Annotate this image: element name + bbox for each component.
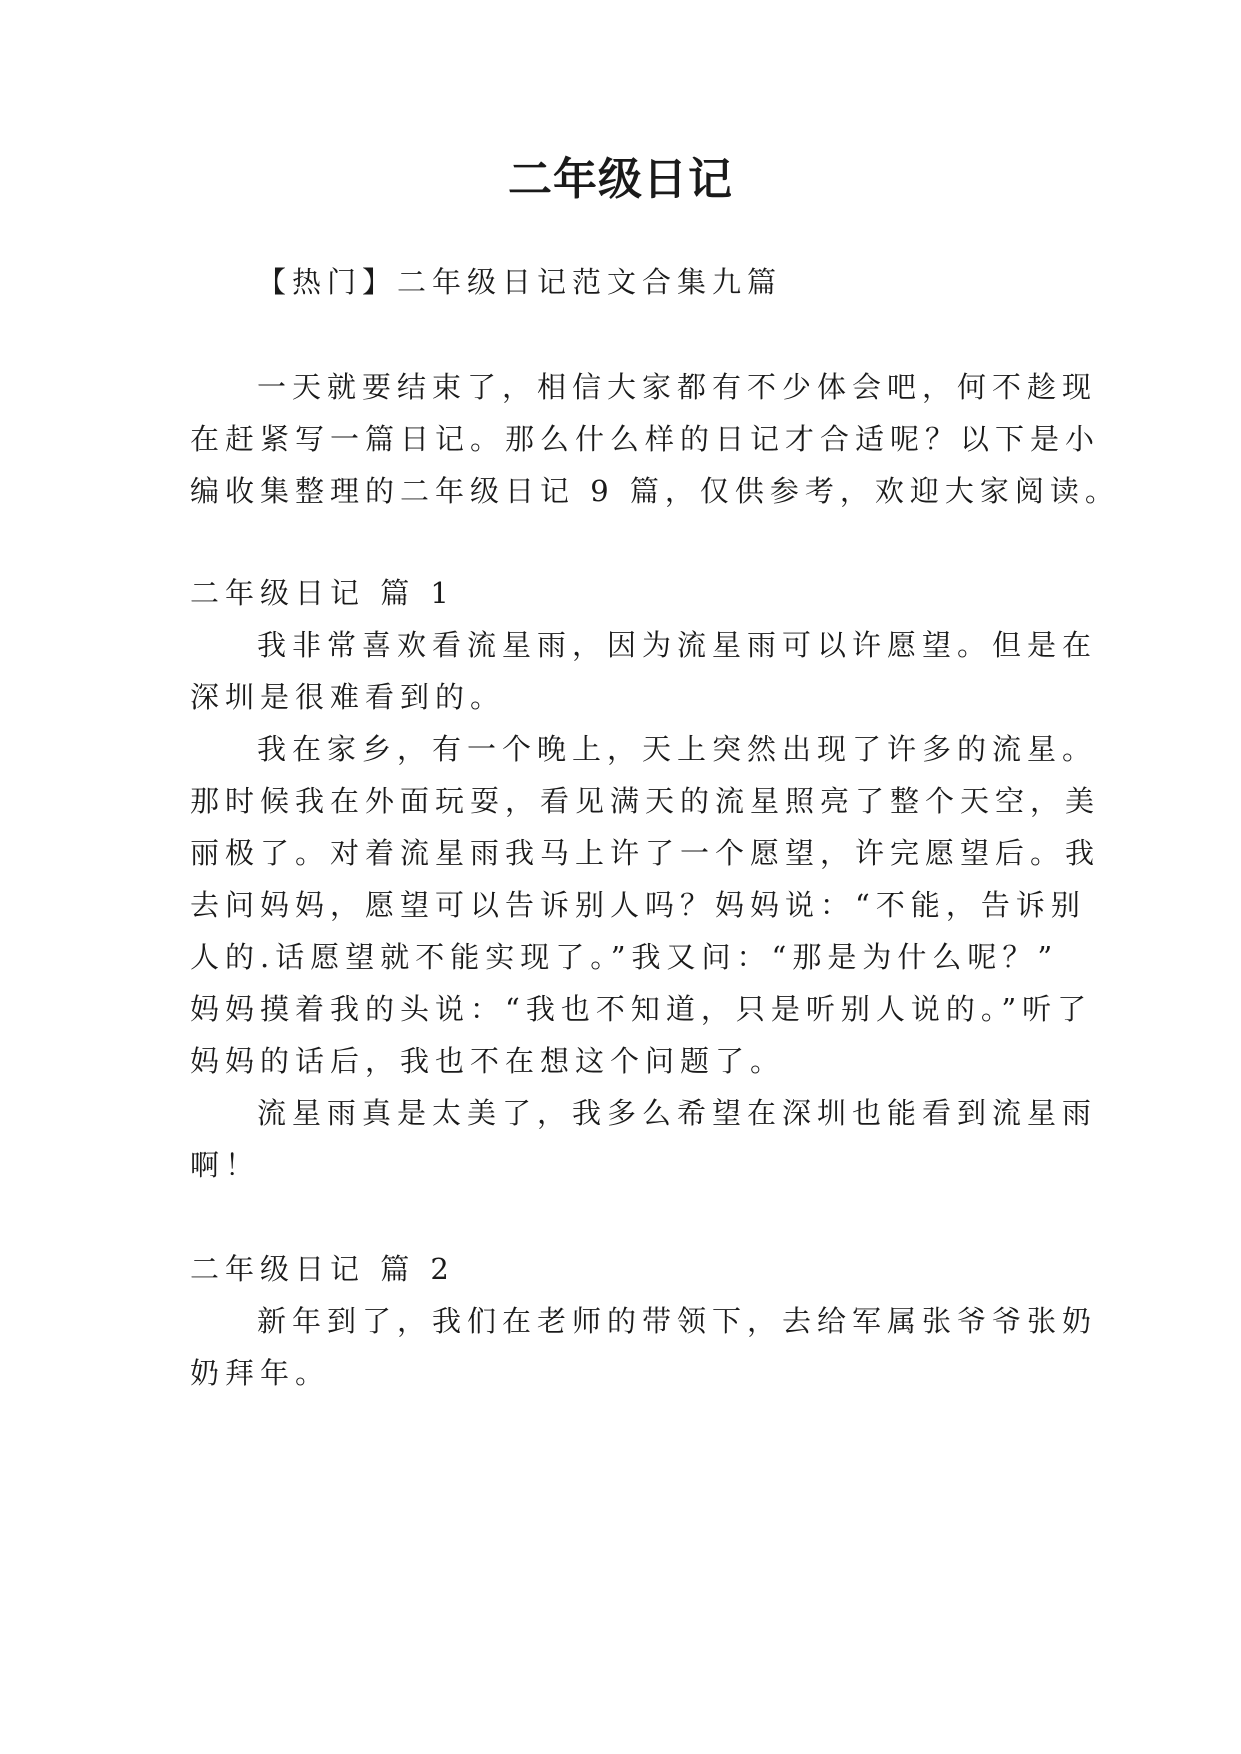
paragraph-line: 新年到了，我们在老师的带领下，去给军属张爷爷张奶 (257, 1304, 1098, 1338)
paragraph-line: 去问妈妈，愿望可以告诉别人吗？妈妈说：“不能，告诉别 (190, 888, 1086, 922)
document-title: 二年级日记 (508, 154, 733, 205)
paragraph-line: 啊！ (190, 1148, 261, 1182)
section-heading: 二年级日记 篇 2 (190, 1252, 455, 1286)
document-subtitle: 【热门】二年级日记范文合集九篇 (257, 265, 783, 299)
paragraph-line: 妈妈的话后，我也不在想这个问题了。 (190, 1044, 786, 1078)
paragraph-line: 妈妈摸着我的头说：“我也不知道，只是听别人说的。”听了 (190, 992, 1093, 1026)
paragraph-line: 那时候我在外面玩耍，看见满天的流星照亮了整个天空，美 (190, 784, 1101, 818)
intro-line: 一天就要结束了，相信大家都有不少体会吧，何不趁现 (257, 370, 1098, 404)
paragraph-line: 我非常喜欢看流星雨，因为流星雨可以许愿望。但是在 (257, 628, 1098, 662)
paragraph-line: 深圳是很难看到的。 (190, 680, 506, 714)
paragraph-line: 奶拜年。 (190, 1356, 331, 1390)
intro-line: 在赶紧写一篇日记。那么什么样的日记才合适呢？以下是小 (190, 422, 1101, 456)
section-heading: 二年级日记 篇 1 (190, 576, 455, 610)
paragraph-line: 我在家乡，有一个晚上，天上突然出现了许多的流星。 (257, 732, 1098, 766)
intro-line: 编收集整理的二年级日记 9 篇，仅供参考，欢迎大家阅读。 (190, 474, 1120, 508)
paragraph-line: 丽极了。对着流星雨我马上许了一个愿望，许完愿望后。我 (190, 836, 1101, 870)
paragraph-line: 人的.话愿望就不能实现了。”我又问：“那是为什么呢？” (190, 940, 1059, 974)
paragraph-line: 流星雨真是太美了，我多么希望在深圳也能看到流星雨 (257, 1096, 1098, 1130)
